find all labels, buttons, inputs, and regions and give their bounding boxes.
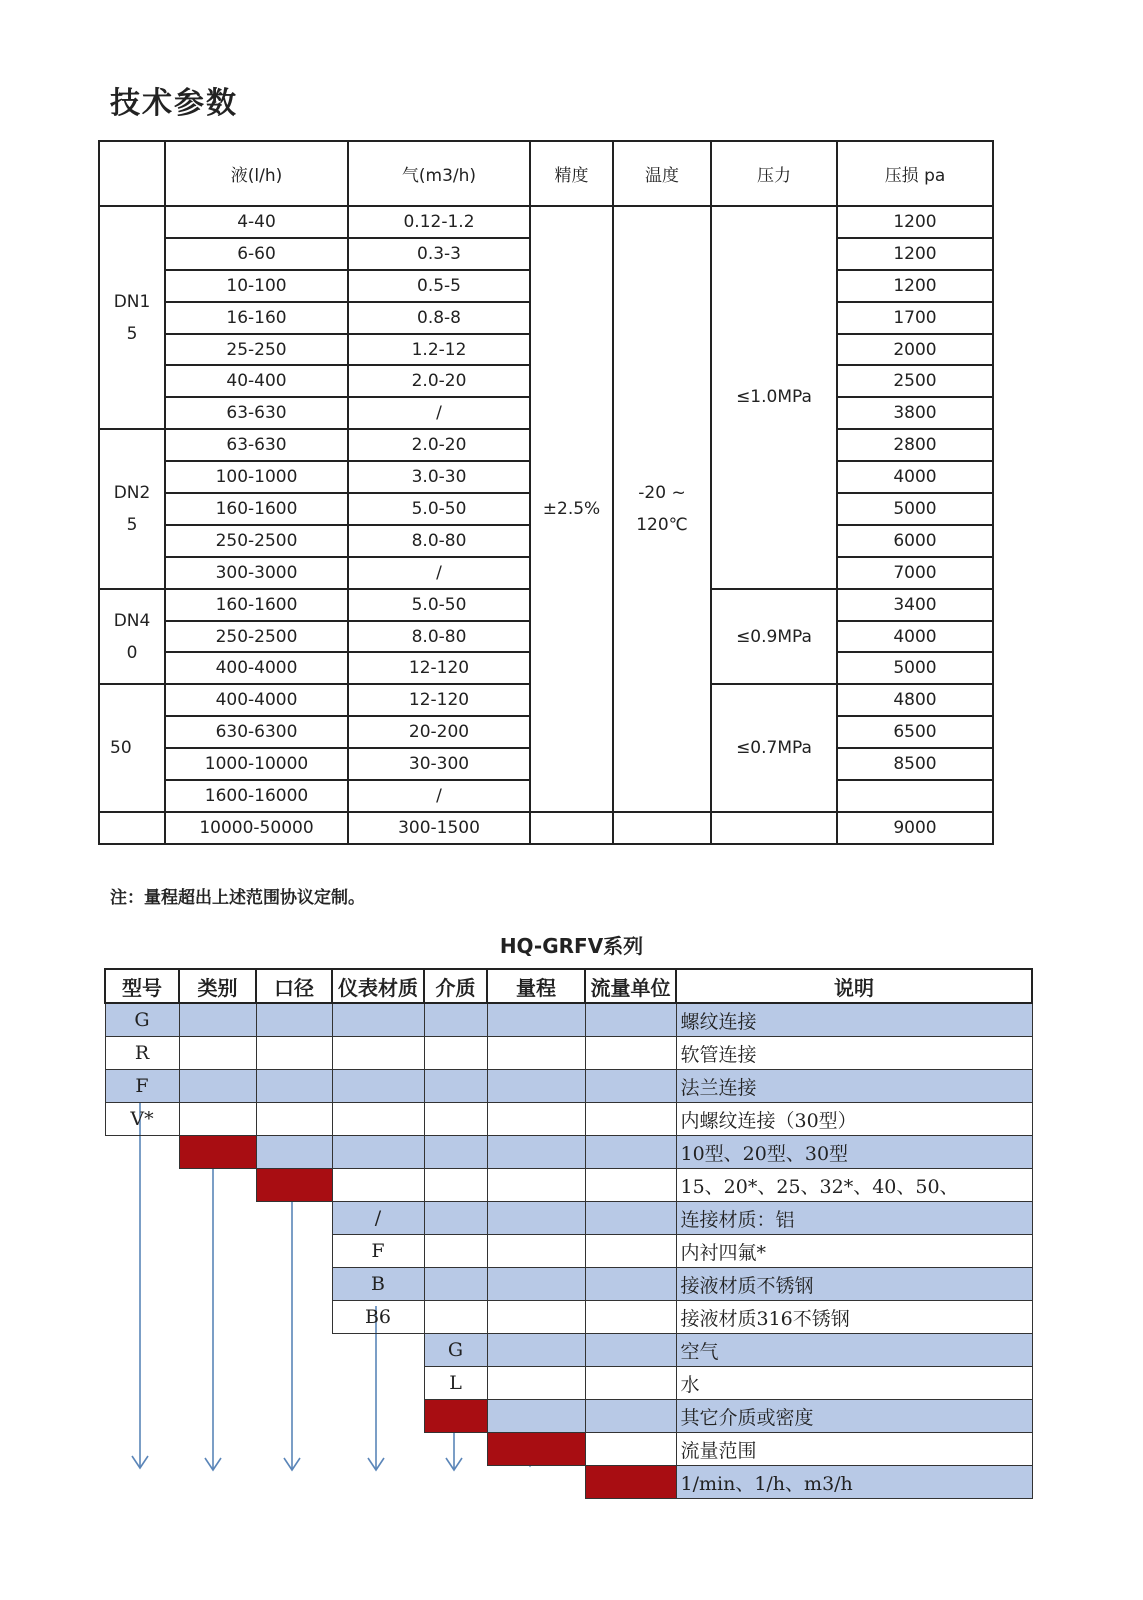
liquid-range: 63-630 bbox=[165, 397, 348, 429]
empty-cell bbox=[105, 1367, 179, 1400]
pressure-loss: 5000 bbox=[837, 652, 993, 684]
empty-cell bbox=[105, 1400, 179, 1433]
category-marker bbox=[179, 1136, 256, 1169]
liquid-range: 63-630 bbox=[165, 429, 348, 461]
empty-cell bbox=[487, 1169, 585, 1202]
gas-range: 1.2-12 bbox=[348, 334, 530, 366]
description-cell: 连接材质：铝 bbox=[676, 1202, 1032, 1235]
empty-cell bbox=[256, 1037, 332, 1070]
empty-cell bbox=[487, 1136, 585, 1169]
pressure-loss: 2500 bbox=[837, 365, 993, 397]
empty-cell bbox=[332, 1037, 424, 1070]
pressure-loss: 6000 bbox=[837, 525, 993, 557]
description-cell: 内衬四氟* bbox=[676, 1235, 1032, 1268]
empty-cell bbox=[105, 1466, 179, 1499]
liquid-range: 4-40 bbox=[165, 206, 348, 238]
pressure-cell-2: ≤0.9MPa bbox=[711, 589, 837, 685]
medium-marker bbox=[424, 1400, 487, 1433]
header-pressure: 压力 bbox=[711, 141, 837, 206]
empty-cell bbox=[256, 1301, 332, 1334]
table-row bbox=[105, 1003, 1032, 1037]
header-model: 型号 bbox=[105, 969, 179, 1003]
header-gas: 气(m3/h) bbox=[348, 141, 530, 206]
empty-cell bbox=[179, 1367, 256, 1400]
gas-range: / bbox=[348, 557, 530, 589]
empty-cell bbox=[179, 1070, 256, 1103]
liquid-range: 250-2500 bbox=[165, 621, 348, 653]
pressure-loss: 8500 bbox=[837, 748, 993, 780]
code-cell: L bbox=[424, 1367, 487, 1400]
empty-cell bbox=[332, 1070, 424, 1103]
empty-cell bbox=[585, 1268, 676, 1301]
page-title: 技术参数 bbox=[110, 86, 238, 121]
empty-cell bbox=[179, 1037, 256, 1070]
pressure-loss: 1200 bbox=[837, 238, 993, 270]
empty-cell bbox=[256, 1367, 332, 1400]
empty-cell bbox=[256, 1334, 332, 1367]
table-row bbox=[105, 1202, 1032, 1235]
empty-cell bbox=[424, 1466, 487, 1499]
empty-cell bbox=[332, 1103, 424, 1136]
model-selection-table bbox=[104, 968, 1033, 1499]
header-category: 类别 bbox=[179, 969, 256, 1003]
pressure-loss: 2800 bbox=[837, 429, 993, 461]
liquid-range: 40-400 bbox=[165, 365, 348, 397]
empty-cell bbox=[585, 1334, 676, 1367]
empty-cell bbox=[487, 1301, 585, 1334]
empty-cell bbox=[179, 1202, 256, 1235]
empty-cell bbox=[487, 1003, 585, 1037]
empty-cell bbox=[585, 1070, 676, 1103]
liquid-range: 16-160 bbox=[165, 302, 348, 334]
liquid-range: 160-1600 bbox=[165, 589, 348, 621]
table-row bbox=[105, 1367, 1032, 1400]
group-label-50: 50 bbox=[99, 684, 165, 812]
gas-range: 0.12-1.2 bbox=[348, 206, 530, 238]
empty-cell bbox=[585, 1003, 676, 1037]
empty-cell bbox=[424, 1202, 487, 1235]
empty-cell bbox=[179, 1433, 256, 1466]
empty-cell bbox=[105, 1301, 179, 1334]
liquid-range: 160-1600 bbox=[165, 493, 348, 525]
code-cell: B6 bbox=[332, 1301, 424, 1334]
empty-cell bbox=[424, 1169, 487, 1202]
gas-range: 12-120 bbox=[348, 652, 530, 684]
header-medium: 介质 bbox=[424, 969, 487, 1003]
liquid-range: 630-6300 bbox=[165, 716, 348, 748]
pressure-loss: 2000 bbox=[837, 334, 993, 366]
empty-cell bbox=[105, 1268, 179, 1301]
table-row bbox=[105, 1433, 1032, 1466]
empty-cell bbox=[487, 1367, 585, 1400]
empty-cell bbox=[585, 1037, 676, 1070]
code-cell: / bbox=[332, 1202, 424, 1235]
table-row bbox=[105, 1070, 1032, 1103]
pressure-loss: 6500 bbox=[837, 716, 993, 748]
empty-cell bbox=[487, 1268, 585, 1301]
empty-cell bbox=[332, 1367, 424, 1400]
group-label-dn15: DN1 5 bbox=[99, 206, 165, 429]
gas-range: 8.0-80 bbox=[348, 621, 530, 653]
empty-cell bbox=[256, 1235, 332, 1268]
pressure-cell-3: ≤0.7MPa bbox=[711, 684, 837, 812]
pressure-loss: 9000 bbox=[837, 812, 993, 844]
header-pressure-loss: 压损 pa bbox=[837, 141, 993, 206]
header-accuracy: 精度 bbox=[530, 141, 613, 206]
empty-cell bbox=[424, 1433, 487, 1466]
empty-cell bbox=[585, 1169, 676, 1202]
pressure-loss: 3800 bbox=[837, 397, 993, 429]
empty-cell bbox=[424, 1103, 487, 1136]
header-range: 量程 bbox=[487, 969, 585, 1003]
empty-cell bbox=[105, 1169, 179, 1202]
empty-cell bbox=[487, 1202, 585, 1235]
empty-cell bbox=[487, 1466, 585, 1499]
liquid-range: 400-4000 bbox=[165, 652, 348, 684]
pressure-loss: 1200 bbox=[837, 206, 993, 238]
empty-cell bbox=[105, 1433, 179, 1466]
description-cell: 内螺纹连接（30型） bbox=[676, 1103, 1032, 1136]
flow-unit-marker bbox=[585, 1466, 676, 1499]
table-row bbox=[105, 1301, 1032, 1334]
empty-cell bbox=[256, 1103, 332, 1136]
empty-cell bbox=[179, 1103, 256, 1136]
pressure-loss: 4000 bbox=[837, 621, 993, 653]
empty-cell bbox=[487, 1070, 585, 1103]
liquid-range: 6-60 bbox=[165, 238, 348, 270]
gas-range: 0.3-3 bbox=[348, 238, 530, 270]
empty-cell bbox=[487, 1037, 585, 1070]
empty-cell bbox=[256, 1466, 332, 1499]
range-marker bbox=[487, 1433, 585, 1466]
pressure-loss: 4000 bbox=[837, 461, 993, 493]
empty-cell bbox=[332, 1334, 424, 1367]
empty-cell bbox=[585, 1103, 676, 1136]
description-cell: 15、20*、25、32*、40、50、 bbox=[676, 1169, 1032, 1202]
empty-cell bbox=[256, 1136, 332, 1169]
empty-cell bbox=[105, 1235, 179, 1268]
empty-cell bbox=[424, 1136, 487, 1169]
empty-cell bbox=[424, 1301, 487, 1334]
temperature-cell: -20 ~ 120℃ bbox=[613, 206, 711, 812]
liquid-range: 300-3000 bbox=[165, 557, 348, 589]
table-row bbox=[105, 1136, 1032, 1169]
description-cell: 流量范围 bbox=[676, 1433, 1032, 1466]
empty-cell bbox=[179, 1169, 256, 1202]
gas-range: 20-200 bbox=[348, 716, 530, 748]
empty-cell bbox=[424, 1003, 487, 1037]
gas-range: 30-300 bbox=[348, 748, 530, 780]
empty-cell bbox=[179, 1334, 256, 1367]
empty-cell bbox=[585, 1136, 676, 1169]
table-row bbox=[105, 1169, 1032, 1202]
empty-cell bbox=[332, 1400, 424, 1433]
liquid-range: 1600-16000 bbox=[165, 780, 348, 812]
empty-cell bbox=[179, 1301, 256, 1334]
description-cell: 10型、20型、30型 bbox=[676, 1136, 1032, 1169]
empty-cell bbox=[585, 1202, 676, 1235]
gas-range: 0.5-5 bbox=[348, 270, 530, 302]
description-cell: 法兰连接 bbox=[676, 1070, 1032, 1103]
gas-range: 3.0-30 bbox=[348, 461, 530, 493]
liquid-range: 100-1000 bbox=[165, 461, 348, 493]
gas-range: 12-120 bbox=[348, 684, 530, 716]
header-material: 仪表材质 bbox=[332, 969, 424, 1003]
group-label-dn40: DN4 0 bbox=[99, 589, 165, 685]
description-cell: 软管连接 bbox=[676, 1037, 1032, 1070]
empty-cell bbox=[256, 1433, 332, 1466]
accuracy-cell: ±2.5% bbox=[530, 206, 613, 812]
code-cell: G bbox=[105, 1003, 179, 1037]
empty-cell bbox=[332, 1433, 424, 1466]
code-cell: F bbox=[332, 1235, 424, 1268]
empty-cell bbox=[105, 1136, 179, 1169]
liquid-range: 25-250 bbox=[165, 334, 348, 366]
description-cell: 接液材质316不锈钢 bbox=[676, 1301, 1032, 1334]
empty-cell bbox=[487, 1235, 585, 1268]
description-cell: 其它介质或密度 bbox=[676, 1400, 1032, 1433]
table-row bbox=[105, 1037, 1032, 1070]
table-row bbox=[105, 1268, 1032, 1301]
empty-cell bbox=[256, 1003, 332, 1037]
empty-cell bbox=[332, 1466, 424, 1499]
code-cell: B bbox=[332, 1268, 424, 1301]
empty-cell bbox=[487, 1400, 585, 1433]
empty-cell bbox=[256, 1268, 332, 1301]
footnote: 注：量程超出上述范围协议定制。 bbox=[110, 888, 365, 908]
gas-range: 0.8-8 bbox=[348, 302, 530, 334]
empty-cell bbox=[424, 1037, 487, 1070]
pressure-loss: 3400 bbox=[837, 589, 993, 621]
liquid-range: 1000-10000 bbox=[165, 748, 348, 780]
code-cell: F bbox=[105, 1070, 179, 1103]
empty-cell bbox=[105, 1334, 179, 1367]
empty-cell bbox=[256, 1070, 332, 1103]
empty-cell bbox=[585, 1235, 676, 1268]
empty-cell bbox=[424, 1268, 487, 1301]
gas-range: 8.0-80 bbox=[348, 525, 530, 557]
diameter-marker bbox=[256, 1169, 332, 1202]
description-cell: 接液材质不锈钢 bbox=[676, 1268, 1032, 1301]
empty-cell bbox=[332, 1136, 424, 1169]
table-row bbox=[105, 1466, 1032, 1499]
series-title: HQ-GRFV系列 bbox=[499, 934, 644, 958]
gas-range: 2.0-20 bbox=[348, 365, 530, 397]
empty-cell bbox=[585, 1433, 676, 1466]
gas-range: 5.0-50 bbox=[348, 493, 530, 525]
empty-cell bbox=[256, 1400, 332, 1433]
empty-cell bbox=[256, 1202, 332, 1235]
header-liquid: 液(l/h) bbox=[165, 141, 348, 206]
liquid-range: 10000-50000 bbox=[165, 812, 348, 844]
empty-cell bbox=[105, 1202, 179, 1235]
empty-cell bbox=[332, 1169, 424, 1202]
pressure-loss: 1700 bbox=[837, 302, 993, 334]
header-flow-unit: 流量单位 bbox=[585, 969, 676, 1003]
liquid-range: 10-100 bbox=[165, 270, 348, 302]
description-cell: 1/min、1/h、m3/h bbox=[676, 1466, 1032, 1499]
code-cell: R bbox=[105, 1037, 179, 1070]
pressure-loss: 4800 bbox=[837, 684, 993, 716]
table-row bbox=[105, 1400, 1032, 1433]
gas-range: 2.0-20 bbox=[348, 429, 530, 461]
table-row bbox=[105, 1103, 1032, 1136]
empty-cell bbox=[585, 1400, 676, 1433]
empty-cell bbox=[585, 1301, 676, 1334]
empty-cell bbox=[487, 1103, 585, 1136]
pressure-loss: 5000 bbox=[837, 493, 993, 525]
gas-range: / bbox=[348, 397, 530, 429]
model-header-row bbox=[105, 969, 1032, 1003]
empty-cell bbox=[585, 1367, 676, 1400]
empty-cell bbox=[332, 1003, 424, 1037]
empty-cell bbox=[179, 1003, 256, 1037]
code-cell: G bbox=[424, 1334, 487, 1367]
header-temperature: 温度 bbox=[613, 141, 711, 206]
group-label-dn25: DN2 5 bbox=[99, 429, 165, 588]
gas-range: 5.0-50 bbox=[348, 589, 530, 621]
empty-cell bbox=[179, 1400, 256, 1433]
table-row bbox=[105, 1235, 1032, 1268]
description-cell: 空气 bbox=[676, 1334, 1032, 1367]
code-cell: V* bbox=[105, 1103, 179, 1136]
table-row bbox=[105, 1334, 1032, 1367]
liquid-range: 250-2500 bbox=[165, 525, 348, 557]
pressure-cell-1: ≤1.0MPa bbox=[711, 206, 837, 589]
liquid-range: 400-4000 bbox=[165, 684, 348, 716]
empty-cell bbox=[179, 1466, 256, 1499]
empty-cell bbox=[179, 1235, 256, 1268]
description-cell: 螺纹连接 bbox=[676, 1003, 1032, 1037]
gas-range: 300-1500 bbox=[348, 812, 530, 844]
empty-cell bbox=[179, 1268, 256, 1301]
empty-cell bbox=[487, 1334, 585, 1367]
description-cell: 水 bbox=[676, 1367, 1032, 1400]
empty-cell bbox=[424, 1070, 487, 1103]
pressure-loss: 7000 bbox=[837, 557, 993, 589]
header-diameter: 口径 bbox=[256, 969, 332, 1003]
empty-cell bbox=[424, 1235, 487, 1268]
pressure-loss: 1200 bbox=[837, 270, 993, 302]
gas-range: / bbox=[348, 780, 530, 812]
header-description: 说明 bbox=[676, 969, 1032, 1003]
